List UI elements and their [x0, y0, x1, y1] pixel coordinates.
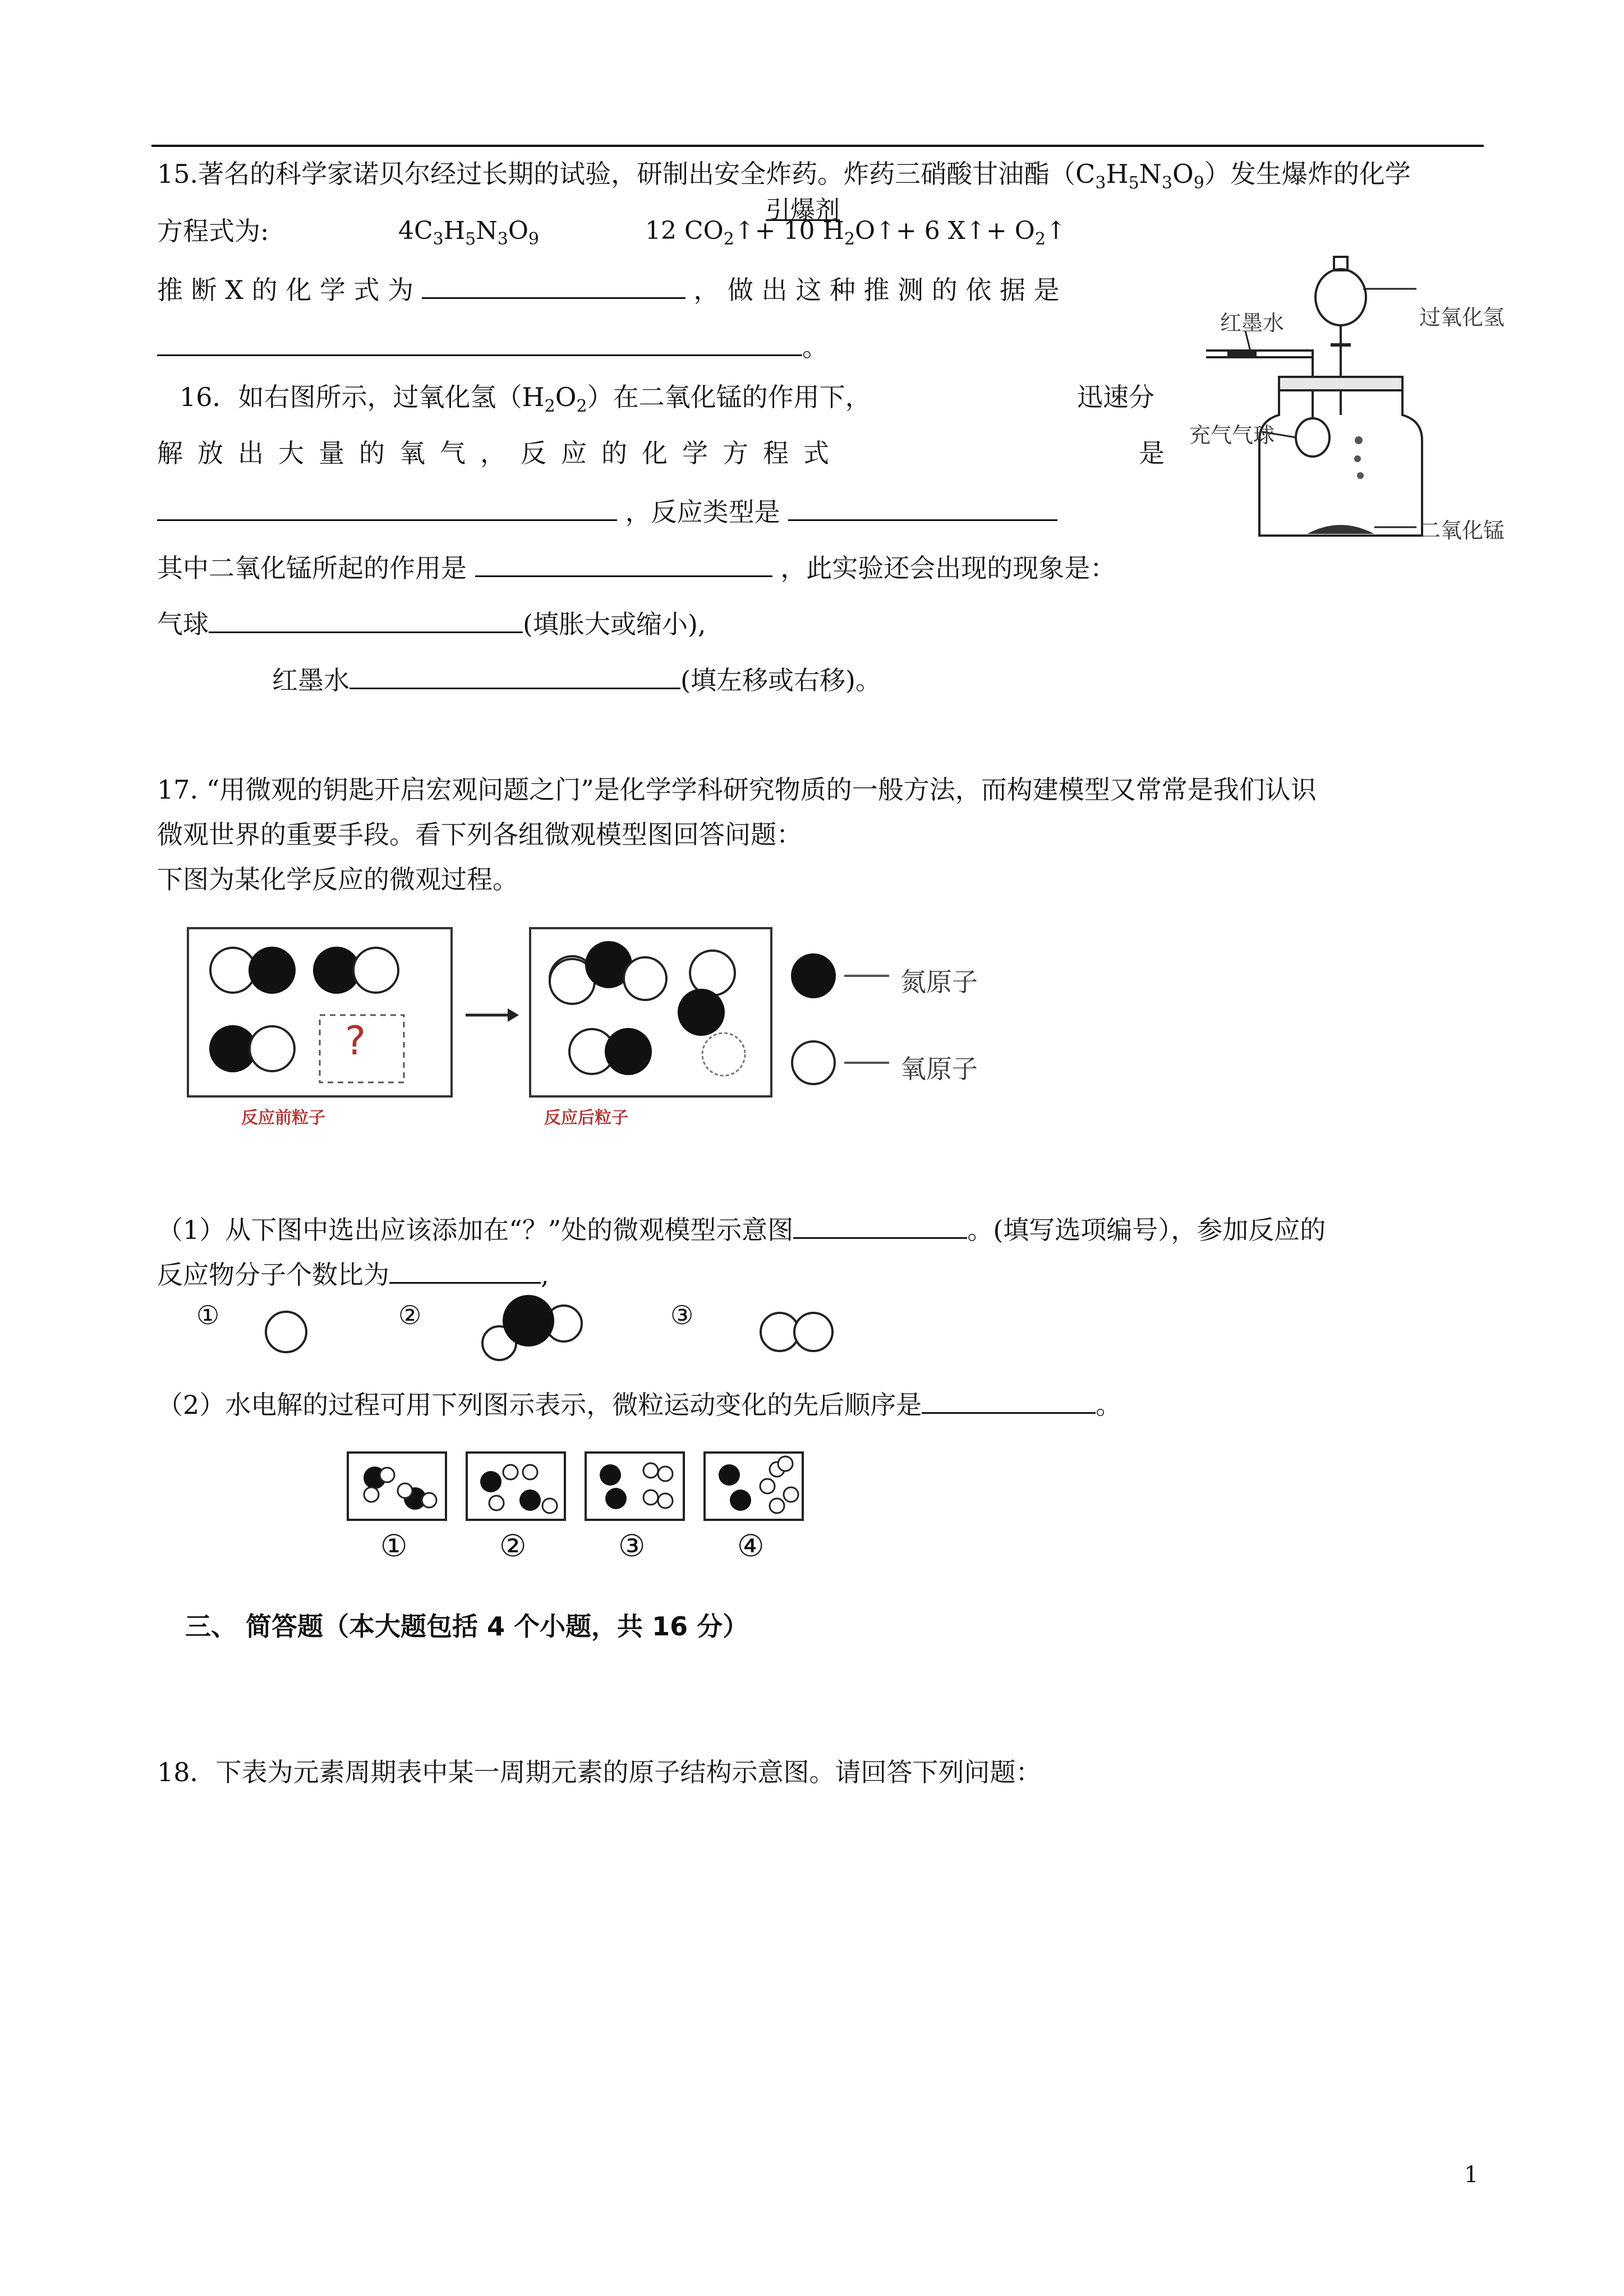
q17-sub1-line2: 反应物分子个数比为 , — [157, 1255, 549, 1292]
legend-n-atom — [791, 953, 836, 998]
question-mark: ? — [345, 1018, 366, 1064]
option-1-label[interactable]: ① — [196, 1300, 220, 1330]
label-red-ink: 红墨水 — [1220, 311, 1285, 335]
q16-blank-red-ink[interactable] — [349, 661, 680, 689]
side-tube — [1206, 351, 1313, 377]
electrolysis-steps-figure — [342, 1447, 819, 1525]
q16-line2: 解放出大量的氧气，反应的化学方程式 — [157, 438, 844, 468]
legend-o-label: 氧原子 — [900, 1054, 978, 1084]
q15-blank-reason[interactable] — [157, 328, 802, 356]
q16-line4: 其中二氧化锰所起的作用是 ，此实验还会出现的现象是： — [157, 548, 1116, 585]
funnel-bulb — [1315, 269, 1366, 325]
q16-blank-role[interactable] — [475, 548, 772, 577]
step-2-label: ② — [499, 1528, 527, 1564]
label-h2o2: 过氧化氢 — [1419, 305, 1505, 330]
balloon — [1296, 418, 1329, 457]
q16-blank-reaction-type[interactable] — [788, 492, 1057, 521]
legend-o-atom — [792, 1041, 835, 1084]
q16-line5: 气球 (填胀大或缩小), — [157, 605, 706, 641]
q15-blank-x[interactable] — [422, 270, 686, 299]
mno2-pile — [1307, 525, 1374, 534]
option-3-label[interactable]: ③ — [670, 1300, 694, 1330]
option-2-label[interactable]: ② — [398, 1300, 422, 1330]
q17-sub2-line: （2）水电解的过程可用下列图示表示，微粒运动变化的先后顺序是 。 — [157, 1385, 1121, 1422]
options-figure — [247, 1290, 875, 1374]
label-balloon: 充气气球 — [1189, 423, 1275, 448]
step-1-box — [348, 1453, 446, 1520]
q17-line3: 下图为某化学反应的微观过程。 — [157, 864, 518, 895]
step-3-label: ③ — [618, 1528, 646, 1564]
q17-blank-ratio[interactable] — [389, 1255, 541, 1284]
step-3-box — [586, 1453, 684, 1520]
section3-title: 三、 简答题（本大题包括 4 个小题，共 16 分） — [185, 1611, 749, 1642]
q17-sub1-line1: （1）从下图中选出应该添加在“？”处的微观模型示意图 。(填写选项编号），参加反应的 — [157, 1210, 1326, 1247]
top-rule — [151, 145, 1484, 147]
q15-products: 12 $CO_2↑+ 10$ $H_2O↑+ 6$ X↑+ $O_2↑$ — [645, 216, 1066, 249]
q18-text: 18．下表为元素周期表中某一周期元素的原子结构示意图。请回答下列问题： — [157, 1757, 1042, 1787]
q16-line2-end: 是 — [1139, 438, 1165, 468]
q17-blank-sequence[interactable] — [922, 1385, 1096, 1414]
q17-blank-option[interactable] — [793, 1210, 967, 1239]
q15-condition: 引爆剂 — [766, 196, 840, 224]
option-3-model — [761, 1313, 799, 1351]
q15-line3: 推 断 X 的 化 学 式 为 ， 做 出 这 种 推 测 的 依 据 是 — [157, 270, 1060, 307]
q16-line1: 16．如右图所示，过氧化氢$(H_2O_2)$在二氧化锰的作用下， — [180, 382, 871, 417]
q16-line6: 红墨水 (填左移或右移)。 — [272, 661, 881, 697]
q16-blank-balloon[interactable] — [209, 605, 523, 633]
q16-line3: ，反应类型是 — [157, 492, 1057, 529]
caption-before: 反应前粒子 — [241, 1108, 325, 1128]
label-mno2: 二氧化锰 — [1419, 518, 1505, 543]
page-number: 1 — [1464, 2162, 1479, 2188]
q16-line1-end: 迅速分 — [1077, 382, 1154, 412]
option-1-model — [266, 1312, 306, 1352]
caption-after: 反应后粒子 — [544, 1108, 628, 1128]
reaction-figure — [180, 920, 987, 1133]
step-1-label: ① — [380, 1528, 408, 1564]
bottle-stopper — [1279, 377, 1402, 390]
q16-blank-equation[interactable] — [157, 492, 617, 521]
q15-equation: 方程式为: — [157, 216, 269, 246]
red-ink-drop — [1227, 349, 1257, 358]
q15-reactant: $4C_3H_5N_3O_9$ — [398, 216, 539, 249]
q17-line2: 微观世界的重要手段。看下列各组微观模型图回答问题： — [157, 819, 802, 850]
q15-line1: 15.著名的科学家诺贝尔经过长期的试验，研制出安全炸药。炸药三硝酸甘油酯$(C_3H_5N_3O_9)$发生爆炸的化学 — [157, 159, 1411, 193]
step-4-label: ④ — [737, 1528, 765, 1564]
q15-line4: 。 — [157, 328, 828, 364]
legend-n-label: 氮原子 — [900, 967, 978, 997]
q17-line1: 17. “用微观的钥匙开启宏观问题之门”是化学学科研究物质的一般方法，而构建模型又常常是我们认识 — [157, 774, 1317, 805]
